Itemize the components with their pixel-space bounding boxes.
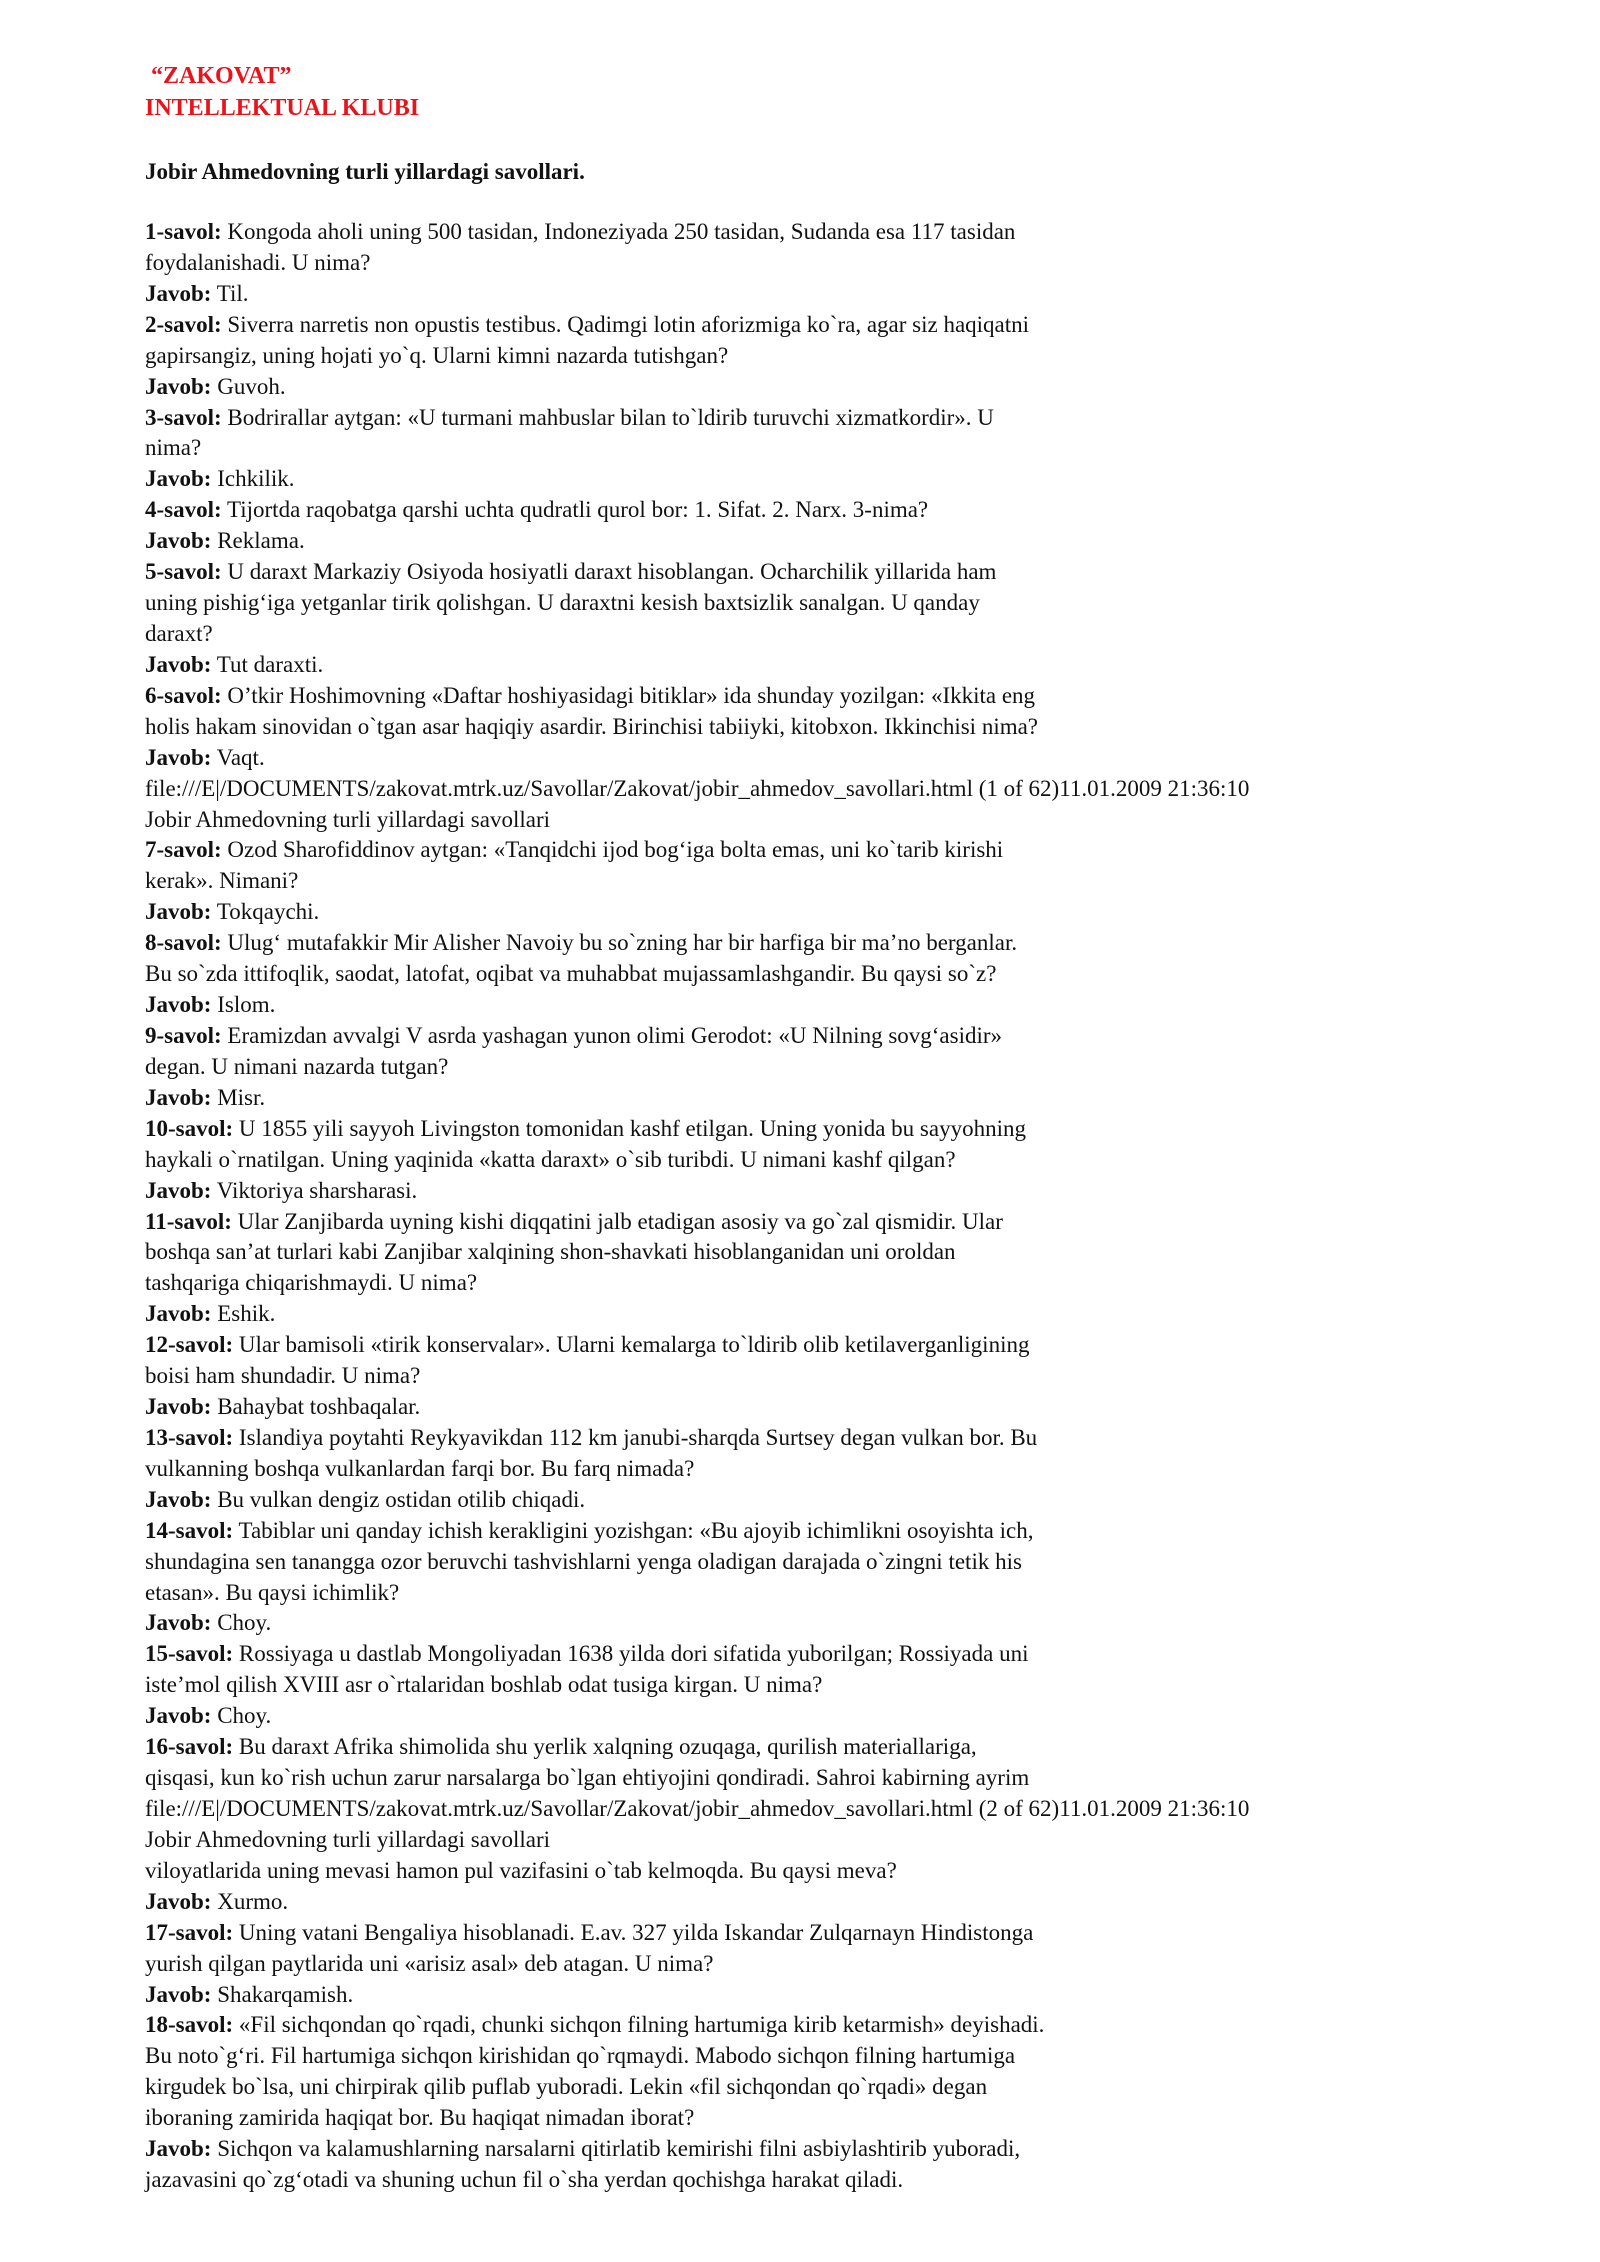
line-text: Ulug‘ mutafakkir Mir Alisher Navoiy bu so`zning har bir harfiga bir ma’no berganlar.	[221, 930, 1018, 956]
line-text: U daraxt Markaziy Osiyoda hosiyatli daraxt hisoblangan. Ocharchilik yillarida ham	[221, 559, 997, 585]
text-line	[145, 866, 1565, 897]
answer-line	[145, 279, 1565, 310]
text-line	[145, 1856, 1565, 1887]
line-text: nima?	[145, 435, 202, 461]
text-line	[145, 588, 1565, 619]
text-line	[145, 2072, 1565, 2103]
answer-label: Javob:	[145, 373, 212, 399]
line-text: foydalanishadi. U nima?	[145, 249, 371, 275]
line-text: Xurmo.	[211, 1888, 289, 1914]
line-text: Sichqon va kalamushlarning narsalarni qitirlatib kemirishi filni asbiylashtirib yuboradi,	[211, 2136, 1021, 2162]
line-text: Choy.	[211, 1610, 272, 1636]
answer-label: Javob:	[145, 1394, 212, 1420]
question-line	[145, 403, 1565, 434]
answer-label: Javob:	[145, 528, 212, 554]
line-text: U 1855 yili sayyoh Livingston tomonidan kashf etilgan. Uning yonida bu sayyohning	[233, 1115, 1026, 1141]
answer-label: Javob:	[145, 2136, 212, 2162]
line-text: Bodrirallar aytgan: «U turmani mahbuslar bilan to`ldirib turuvchi xizmatkordir». U	[221, 404, 994, 430]
line-text: Viktoriya sharsharasi.	[211, 1177, 418, 1203]
line-text: qisqasi, kun ko`rish uchun zarur narsalarga bo`lgan ehtiyojini qondiradi. Sahroi kabirning ayrim	[145, 1765, 1030, 1791]
answer-line	[145, 1980, 1565, 2011]
answer-line	[145, 526, 1565, 557]
document-title: Jobir Ahmedovning turli yillardagi savollari.	[145, 159, 585, 184]
line-text: shundagina sen tanangga ozor beruvchi tashvishlarni yenga oladigan darajada o`zingni tetik his	[145, 1548, 1022, 1574]
question-line	[145, 310, 1565, 341]
answer-line	[145, 1701, 1565, 1732]
line-text: Bu vulkan dengiz ostidan otilib chiqadi.	[211, 1486, 586, 1512]
question-line	[145, 1021, 1565, 1052]
question-line	[145, 2010, 1565, 2041]
line-text: Jobir Ahmedovning turli yillardagi savollari	[145, 806, 550, 832]
text-line	[145, 2165, 1565, 2196]
line-text: Bahaybat toshbaqalar.	[211, 1394, 421, 1420]
answer-line	[145, 743, 1565, 774]
question-label: 15-savol:	[145, 1641, 234, 1667]
line-text: Uning vatani Bengaliya hisoblanadi. E.av. 327 yilda Iskandar Zulqarnayn Hindistonga	[233, 1919, 1034, 1945]
question-label: 6-savol:	[145, 682, 222, 708]
club-name: “ZAKOVAT”	[151, 63, 292, 89]
line-text: daraxt?	[145, 620, 213, 646]
question-label: 17-savol:	[145, 1919, 234, 1945]
text-line	[145, 1361, 1565, 1392]
page-footer-line	[145, 1794, 1565, 1825]
line-text: boshqa san’at turlari kabi Zanjibar xalqining shon-shavkati hisoblanganidan uni oroldan	[145, 1239, 956, 1265]
line-text: Ular bamisoli «tirik konservalar». Ularni kemalarga to`ldirib olib ketilaverganligining	[233, 1332, 1030, 1358]
line-text: viloyatlarida uning mevasi hamon pul vazifasini o`tab kelmoqda. Bu qaysi meva?	[145, 1857, 897, 1883]
line-text: Shakarqamish.	[211, 1981, 354, 2007]
answer-line	[145, 1083, 1565, 1114]
line-text: jazavasini qo`zg‘otadi va shuning uchun fil o`sha yerdan qochishga harakat qiladi.	[145, 2167, 904, 2193]
line-text: Kongoda aholi uning 500 tasidan, Indoneziyada 250 tasidan, Sudanda esa 117 tasidan	[221, 219, 1016, 244]
club-header	[145, 60, 419, 124]
answer-line	[145, 990, 1565, 1021]
question-line	[145, 928, 1565, 959]
question-label: 4-savol:	[145, 497, 222, 523]
question-list	[145, 217, 1565, 2196]
line-text: boisi ham shundadir. U nima?	[145, 1363, 421, 1389]
answer-label: Javob:	[145, 1888, 212, 1914]
line-text: file:///E|/DOCUMENTS/zakovat.mtrk.uz/Savollar/Zakovat/jobir_ahmedov_savollari.html (1 of 62)11.01.2009 21:36:10	[145, 775, 1250, 801]
answer-label: Javob:	[145, 1703, 212, 1729]
answer-line	[145, 1392, 1565, 1423]
answer-line	[145, 1176, 1565, 1207]
line-text: Islom.	[211, 992, 276, 1018]
line-text: Tijortda raqobatga qarshi uchta qudratli qurol bor: 1. Sifat. 2. Narx. 3-nima?	[221, 497, 929, 523]
question-label: 8-savol:	[145, 930, 222, 956]
question-line	[145, 1330, 1565, 1361]
question-line	[145, 1516, 1565, 1547]
text-line	[145, 1949, 1565, 1980]
line-text: Choy.	[211, 1703, 272, 1729]
text-line	[145, 1825, 1565, 1856]
text-line	[145, 712, 1565, 743]
line-text: Jobir Ahmedovning turli yillardagi savollari	[145, 1826, 550, 1852]
club-subtitle: INTELLEKTUAL KLUBI	[145, 95, 420, 121]
line-text: etasan». Bu qaysi ichimlik?	[145, 1579, 400, 1605]
text-line	[145, 1145, 1565, 1176]
line-text: iboraning zamirida haqiqat bor. Bu haqiqat nimadan iborat?	[145, 2105, 695, 2131]
line-text: iste’mol qilish XVIII asr o`rtalaridan boshlab odat tusiga kirgan. U nima?	[145, 1672, 823, 1698]
line-text: Ichkilik.	[211, 466, 295, 492]
text-line	[145, 619, 1565, 650]
answer-label: Javob:	[145, 1981, 212, 2007]
line-text: Islandiya poytahti Reykyavikdan 112 km janubi-sharqda Surtsey degan vulkan bor. Bu	[233, 1424, 1038, 1450]
question-line	[145, 835, 1565, 866]
line-text: «Fil sichqondan qo`rqadi, chunki sichqon filning hartumiga kirib ketarmish» deyishadi.	[233, 2012, 1045, 2038]
answer-label: Javob:	[145, 1486, 212, 1512]
text-line	[145, 1268, 1565, 1299]
question-line	[145, 1918, 1565, 1949]
answer-label: Javob:	[145, 280, 212, 306]
line-text: file:///E|/DOCUMENTS/zakovat.mtrk.uz/Savollar/Zakovat/jobir_ahmedov_savollari.html (2 of 62)11.01.2009 21:36:10	[145, 1796, 1250, 1822]
line-text: Vaqt.	[211, 744, 265, 770]
answer-label: Javob:	[145, 744, 212, 770]
text-line	[145, 2041, 1565, 2072]
line-text: Tabiblar uni qanday ichish kerakligini yozishgan: «Bu ajoyib ichimlikni osoyishta ich,	[233, 1517, 1034, 1543]
question-label: 18-savol:	[145, 2012, 234, 2038]
line-text: kerak». Nimani?	[145, 868, 299, 894]
line-text: tashqariga chiqarishmaydi. U nima?	[145, 1270, 478, 1296]
question-label: 10-savol:	[145, 1115, 234, 1141]
line-text: yurish qilgan paytlarida uni «arisiz asal» deb atagan. U nima?	[145, 1950, 714, 1976]
question-line	[145, 557, 1565, 588]
question-line	[145, 1207, 1565, 1238]
answer-line	[145, 1485, 1565, 1516]
line-text: haykali o`rnatilgan. Uning yaqinida «katta daraxt» o`sib turibdi. U nimani kashf qilgan?	[145, 1146, 956, 1172]
line-text: Ular Zanjibarda uyning kishi diqqatini jalb etadigan asosiy va go`zal qismidir. Ular	[231, 1208, 1003, 1234]
question-line	[145, 1639, 1565, 1670]
text-line	[145, 1670, 1565, 1701]
line-text: degan. U nimani nazarda tutgan?	[145, 1053, 449, 1079]
text-line	[145, 1237, 1565, 1268]
question-line	[145, 1114, 1565, 1145]
text-line	[145, 805, 1565, 836]
answer-line	[145, 2134, 1565, 2165]
line-text: Eshik.	[211, 1301, 276, 1327]
line-text: Ozod Sharofiddinov aytgan: «Tanqidchi ijod bog‘iga bolta emas, uni ko`tarib kirishi	[221, 837, 1004, 863]
question-label: 13-savol:	[145, 1424, 234, 1450]
line-text: Bu so`zda ittifoqlik, saodat, latofat, oqibat va muhabbat mujassamlashgandir. Bu qaysi so`z?	[145, 961, 997, 987]
line-text: kirgudek bo`lsa, uni chirpirak qilib puflab yuboradi. Lekin «fil sichqondan qo`rqadi» degan	[145, 2074, 988, 2100]
question-label: 14-savol:	[145, 1517, 234, 1543]
question-label: 2-savol:	[145, 311, 222, 337]
answer-label: Javob:	[145, 651, 212, 677]
text-line	[145, 1763, 1565, 1794]
line-text: Siverra narretis non opustis testibus. Qadimgi lotin aforizmiga ko`ra, agar siz haqiqatni	[221, 311, 1030, 337]
question-label: 5-savol:	[145, 559, 222, 585]
question-label: 7-savol:	[145, 837, 222, 863]
answer-label: Javob:	[145, 466, 212, 492]
line-text: Bu daraxt Afrika shimolida shu yerlik xalqning ozuqaga, qurilish materiallariga,	[233, 1734, 977, 1760]
question-label: 9-savol:	[145, 1022, 222, 1048]
line-text: O’tkir Hoshimovning «Daftar hoshiyasidagi bitiklar» ida shunday yozilgan: «Ikkita eng	[221, 682, 1036, 708]
line-text: Guvoh.	[211, 373, 286, 399]
question-line	[145, 495, 1565, 526]
line-text: Tokqaychi.	[211, 899, 320, 925]
line-text: gapirsangiz, uning hojati yo`q. Ularni kimni nazarda tutishgan?	[145, 342, 729, 368]
line-text: vulkanning boshqa vulkanlardan farqi bor. Bu farq nimada?	[145, 1455, 695, 1481]
answer-line	[145, 1887, 1565, 1918]
text-line	[145, 341, 1565, 372]
text-line	[145, 1454, 1565, 1485]
line-text: Misr.	[211, 1084, 266, 1110]
answer-label: Javob:	[145, 1301, 212, 1327]
text-line	[145, 2103, 1565, 2134]
answer-line	[145, 897, 1565, 928]
question-line	[145, 217, 1565, 248]
answer-label: Javob:	[145, 1084, 212, 1110]
text-line	[145, 433, 1565, 464]
answer-line	[145, 1608, 1565, 1639]
question-line	[145, 1732, 1565, 1763]
page-footer-line	[145, 774, 1565, 805]
answer-line	[145, 464, 1565, 495]
answer-line	[145, 650, 1565, 681]
answer-line	[145, 1299, 1565, 1330]
question-label: 11-savol:	[145, 1208, 232, 1234]
question-label: 12-savol:	[145, 1332, 234, 1358]
answer-line	[145, 372, 1565, 403]
answer-label: Javob:	[145, 1610, 212, 1636]
text-line	[145, 1578, 1565, 1609]
line-text: Reklama.	[211, 528, 305, 554]
question-label: 3-savol:	[145, 404, 222, 430]
answer-label: Javob:	[145, 992, 212, 1018]
question-label: 16-savol:	[145, 1734, 234, 1760]
line-text: Rossiyaga u dastlab Mongoliyadan 1638 yilda dori sifatida yuborilgan; Rossiyada uni	[233, 1641, 1029, 1667]
line-text: Bu noto`g‘ri. Fil hartumiga sichqon kirishidan qo`rqmaydi. Mabodo sichqon filning hartumiga	[145, 2043, 1016, 2069]
text-line	[145, 248, 1565, 279]
line-text: Tut daraxti.	[211, 651, 324, 677]
line-text: Til.	[211, 280, 249, 306]
line-text: uning pishig‘iga yetganlar tirik qolishgan. U daraxtni kesish baxtsizlik sanalgan. U qanday	[145, 590, 980, 616]
answer-label: Javob:	[145, 1177, 212, 1203]
question-line	[145, 681, 1565, 712]
answer-label: Javob:	[145, 899, 212, 925]
text-line	[145, 1547, 1565, 1578]
line-text: Eramizdan avvalgi V asrda yashagan yunon olimi Gerodot: «U Nilning sovg‘asidir»	[221, 1022, 1003, 1048]
line-text: holis hakam sinovidan o`tgan asar haqiqiy asardir. Birinchisi tabiiyki, kitobxon. Ikkinchisi nima?	[145, 713, 1039, 739]
question-label: 1-savol:	[145, 219, 222, 244]
text-line	[145, 1052, 1565, 1083]
question-line	[145, 1423, 1565, 1454]
text-line	[145, 959, 1565, 990]
